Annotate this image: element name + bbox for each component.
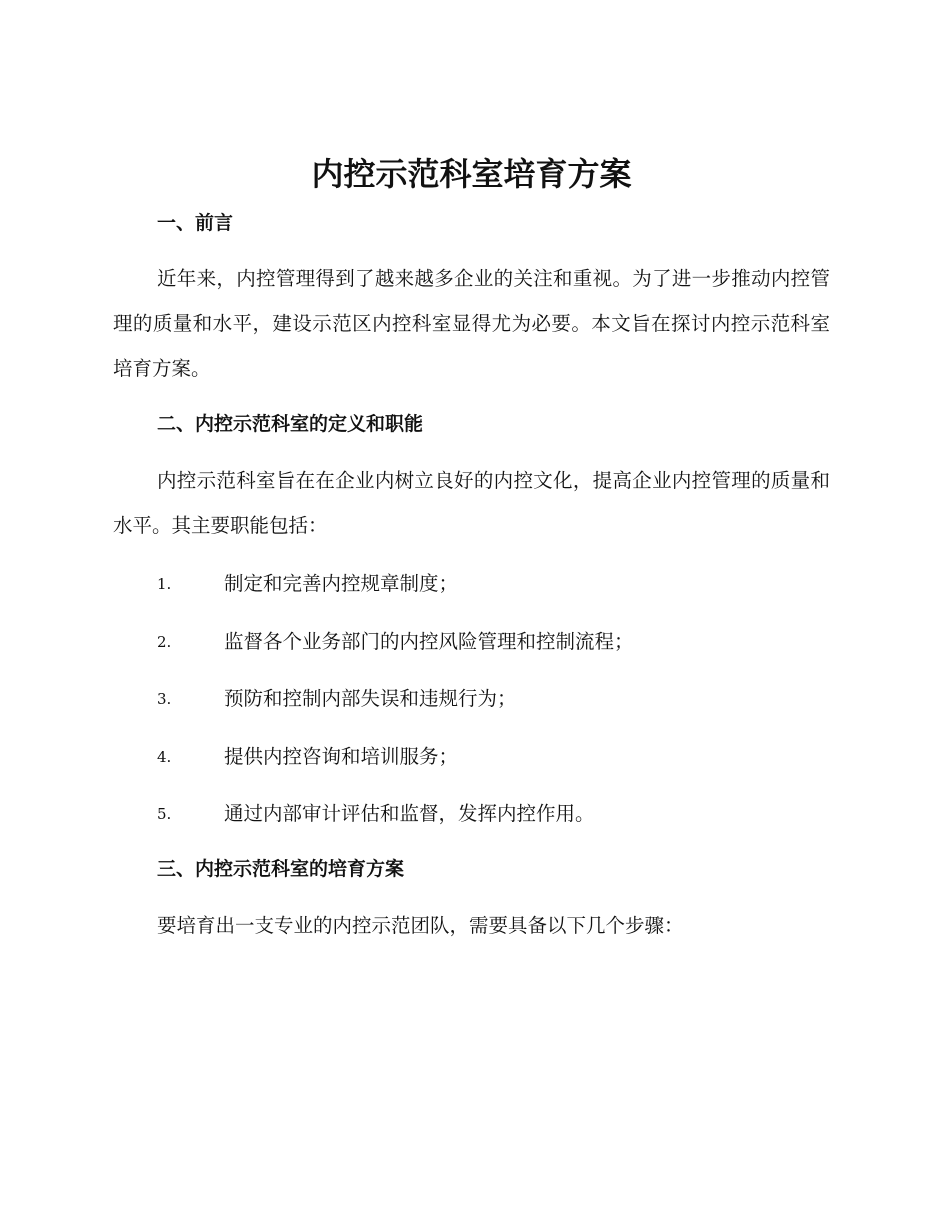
list-item — [113, 727, 830, 785]
document-title: 内控示范科室培育方案 — [311, 155, 632, 193]
list-item-text: 提供内控咨询和培训服务； — [224, 744, 459, 768]
duties-list — [113, 554, 830, 842]
list-item-number: 5. — [157, 805, 172, 823]
list-item — [113, 784, 830, 842]
list-item-text: 通过内部审计评估和监督，发挥内控作用。 — [224, 802, 595, 825]
section-preface — [113, 200, 830, 391]
list-item-text: 制定和完善内控规章制度； — [224, 572, 459, 595]
section-paragraph: 内控示范科室旨在在企业内树立良好的内控文化，提高企业内控管理的质量和水平。其主要职能包括： — [113, 469, 830, 537]
section-paragraph: 近年来，内控管理得到了越来越多企业的关注和重视。为了进一步推动内控管理的质量和水平，建设示范区内控科室显得尤为必要。本文旨在探讨内控示范科室培育方案。 — [113, 267, 830, 380]
list-item-number: 3. — [157, 690, 172, 708]
list-item-number: 1. — [157, 575, 172, 593]
list-item — [113, 669, 830, 727]
list-item-text: 预防和控制内部失误和违规行为； — [224, 687, 517, 710]
section-cultivation-plan — [113, 846, 830, 948]
section-definition — [113, 401, 830, 842]
section-heading: 二、内控示范科室的定义和职能 — [157, 413, 424, 435]
list-item-number: 4. — [157, 747, 172, 766]
section-heading: 三、内控示范科室的培育方案 — [157, 857, 405, 880]
document-body — [113, 150, 830, 948]
list-item-text: 监督各个业务部门的内控风险管理和控制流程； — [224, 629, 634, 653]
list-item — [113, 554, 830, 612]
list-item-number: 2. — [157, 632, 172, 651]
list-item — [113, 612, 830, 670]
section-paragraph: 要培育出一支专业的内控示范团队，需要具备以下几个步骤： — [157, 913, 684, 937]
section-heading: 一、前言 — [157, 212, 234, 234]
